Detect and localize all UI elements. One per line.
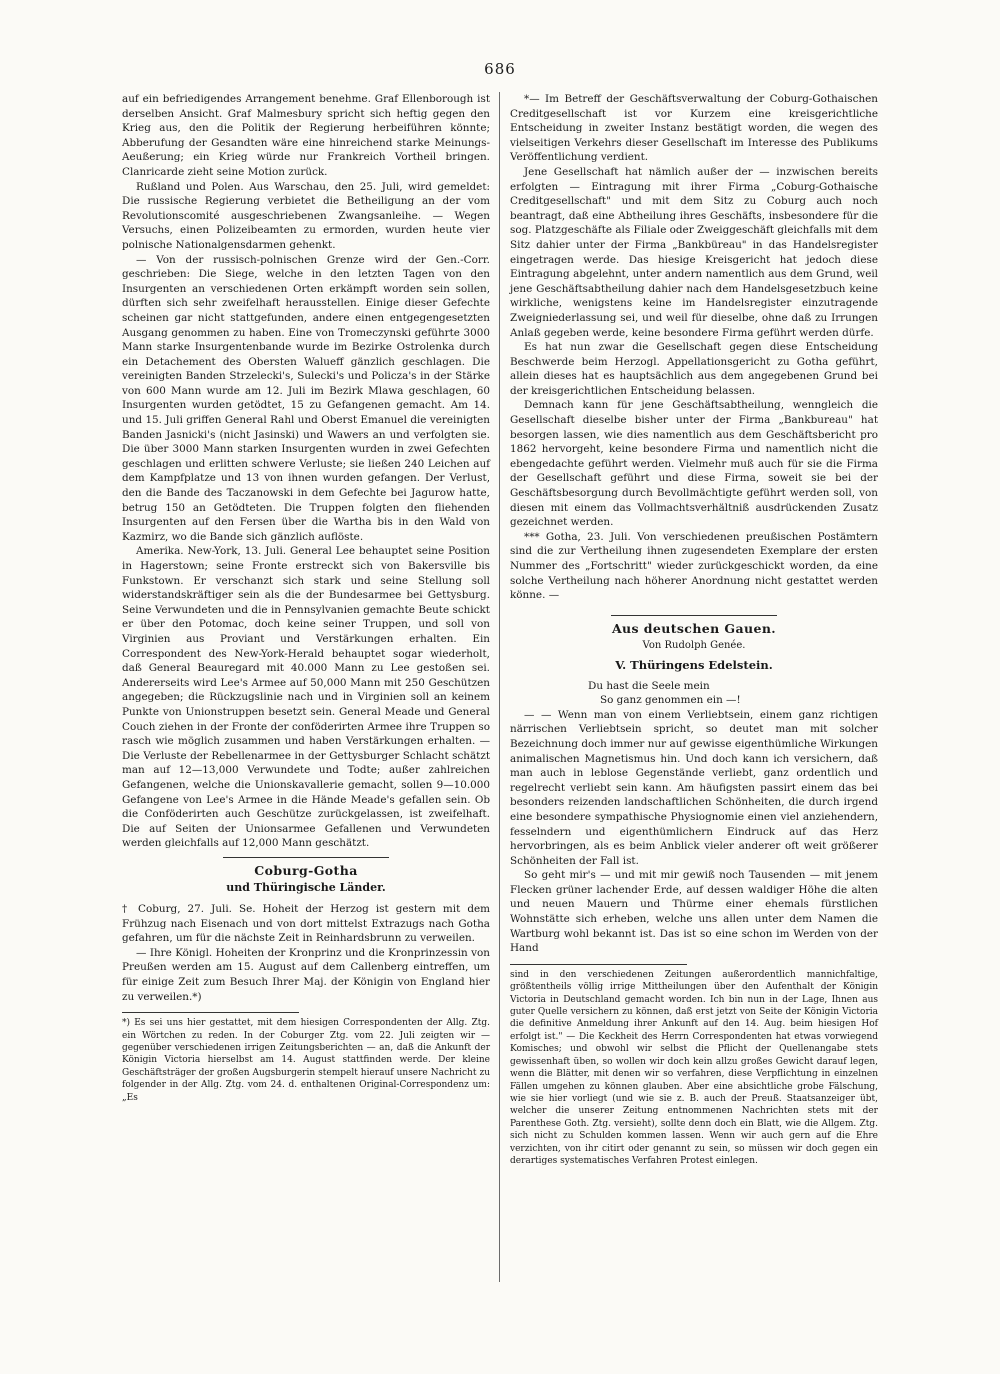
paragraph: — Ihre Königl. Hoheiten der Kronprinz und die Kronprinzessin von Preußen werden am 15. August auf dem Callenberg eintreffen, um für einige Zeit zum Besuch Ihrer Maj. der Königin von England hier zu verweilen.*) — [122, 946, 490, 1003]
paragraph: Rußland und Polen. Aus Warschau, den 25. Juli, wird gemeldet: Die russische Regierung verbietet die Betheiligung an der vom Revolutionscomité ausgeschriebenen Zwangsanleihe. — Wegen Versuchs, einen Polizeibeamten zu ermorden, wurden heute vier polnische Nationalgensdarmen gehenkt. — [122, 180, 490, 251]
chapter-title: V. Thüringens Edelstein. — [615, 657, 773, 672]
paragraph: auf ein befriedigendes Arrangement benehme. Graf Ellenborough ist derselben Ansicht. Graf Malmesbury spricht sich heftig gegen den Krieg aus, den die Politik der Regierung herbeiführen könnte; Abberufung der Gesandten wäre eine hinreichend starke Meinungs-Aeußerung; ein Krieg würde nur Frankreich Vortheil bringen. Clanricarde zieht seine Motion zurück. — [122, 93, 490, 178]
left-column — [122, 92, 490, 1104]
right-column — [510, 92, 878, 1167]
paragraph: † Coburg, 27. Juli. Se. Hoheit der Herzog ist gestern mit dem Frühzug nach Eisenach und von dort mittelst Extrazugs nach Gotha gefahren, um für die nächste Zeit in Reinhardsbrunn zu verweilen. — [122, 903, 490, 945]
paragraph: Jene Gesellschaft hat nämlich außer der — inzwischen bereits erfolgten — Eintragung mit ihrer Firma „Coburg-Gothaische Creditgesellschaft" und mit dem Sitz zu Coburg auch noch beantragt, daß eine Abtheilung ihres Geschäfts, insbesondere für die sog. Platzgeschäfte als Filiale oder Zweiggeschäft gleichfalls mit dem Sitz dahier unter der Firma „Bankbüreau" in das Handelsregister eingetragen werde. Das hiesige Kreisgericht hat jedoch diese Eintragung abgelehnt, unter andern namentlich aus dem Grund, weil jene Geschäftsabtheilung dahier nach dem Handelsgesetzbuch keine wirkliche, wenigstens keine im Handelsregister einzutragende Zweigniederlassung sei, und weil für dieselbe, ohne daß zu Irrungen Anlaß gegeben werde, keine besondere Firma geführt werden dürfe. — [510, 165, 878, 339]
section-title: Coburg-Gotha — [254, 862, 358, 878]
paragraph: *** Gotha, 23. Juli. Von verschiedenen preußischen Postämtern sind die zur Vertheilung ihnen zugesendeten Exemplare der ersten Nummer des „Fortschritt" wieder zurückgeschickt worden, da eine solche Vertheilung nach höherer Anordnung nicht gestattet werden könne. — — [510, 530, 878, 602]
paragraph: *— Im Betreff der Geschäftsverwaltung der Coburg-Gothaischen Creditgesellschaft ist vor Kurzem eine kreisgerichtliche Entscheidung in zweiter Instanz bestätigt worden, die wegen des vielseitigen Verkehrs dieser Gesellschaft im Interesse des Publikums Veröffentlichung verdient. — [510, 93, 878, 164]
footnote-rule — [122, 1012, 299, 1013]
verse — [588, 679, 878, 708]
footnote-rule — [510, 964, 687, 965]
verse-line: Du hast die Seele mein — [588, 679, 710, 692]
footnote-continuation: sind in den verschiedenen Zeitungen außerordentlich mannichfaltige, größtentheils völlig irrige Mittheilungen über den Aufenthalt der Königin Victoria in Deutschland gemacht worden. Ich bin nun in der Lage, Ihnen aus guter Quelle versichern zu können, daß erst jetzt von Seite der Königin Victoria die definitive Anmeldung ihrer Ankunft auf den 14. Aug. beim hiesigen Hof erfolgt ist." — Die Keckheit des Herrn Correspondenten hat etwas vorwiegend Komisches; und obwohl wir selbst die Pflicht der Quellenangabe stets gewissenhaft üben, so wollen wir doch kein allzu großes Gewicht darauf legen, wenn die Blätter, mit denen wir so verfahren, diese Verpflichtung in einzelnen Fällen umgehen zu können glauben. Aber eine absichtliche grobe Fälschung, wie sie hier vorliegt (und wie sie z. B. auch der Preuß. Staatsanzeiger übt, welcher die unserer Zeitung entnommenen Nachrichten stets mit der Parenthese Goth. Ztg. versieht), sollte denn doch ein Blatt, wie die Allgem. Ztg. sich nicht zu Schulden kommen lassen. Wenn wir auch gern auf die Ehre verzichten, von ihr citirt oder genannt zu sein, so müssen wir doch gegen ein derartiges systematisches Verfahren Protest einlegen. — [510, 969, 878, 1166]
paragraph: Demnach kann für jene Geschäftsabtheilung, wenngleich die Gesellschaft dieselbe bisher unter der Firma „Bankbureau" hat besorgen lassen, wie dies namentlich aus dem Geschäftsbericht pro 1862 hervorgeht, keine besondere Firma und namentlich nicht die ebengedachte geführt werden. Vielmehr muß auch für sie die Firma der Gesellschaft geführt und diese Firma, soweit sie bei der Geschäftsbesorgung durch Bevollmächtigte geführt werden soll, von diesen mit einem das Vollmachtsverhältniß ausdrückenden Zusatz gezeichnet werden. — [510, 399, 878, 529]
paragraph: Es hat nun zwar die Gesellschaft gegen diese Entscheidung Beschwerde beim Herzogl. Appellationsgericht zu Gotha geführt, allein dieses hat es hauptsächlich aus dem angegebenen Grund bei der kreisgerichtlichen Entscheidung belassen. — [510, 341, 878, 397]
verse-line: So ganz genommen ein —! — [600, 694, 741, 707]
author-line: Von Rudolph Genée. — [642, 640, 746, 652]
paragraph: — — Wenn man von einem Verliebtsein, einem ganz richtigen närrischen Verliebtsein spricht, so deutet man mit solcher Bezeichnung doch immer nur auf gewisse eigenthümliche Wirkungen animalischen Magnetismus hin. Und doch kann ich versichern, daß man auch in leblose Gegenstände verliebt, ganz ordentlich und regelrecht verliebt sein kann. Am häufigsten passirt einem das bei besonders reizenden landschaftlichen Schönheiten, die durch irgend eine besondere sympathische Physiognomie einen viel anziehendern, fesselndern und eigenthümlichern Eindruck auf das Herz hervorbringen, als es beim Anblick vieler anderer oft weit größerer Schönheiten der Fall ist. — [510, 708, 878, 867]
paragraph: So geht mir's — und mit mir gewiß noch Tausenden — mit jenem Flecken grüner lachender Erde, auf dessen waldiger Höhe die alten und neuen Mauern und Thürme einer ehemals fürstlichen Wohnstätte sich erheben, welche uns allen unter dem Namen die Wartburg wohl bekannt ist. Das ist so eine schon im Werden von der Hand — [510, 869, 878, 955]
footnote: *) Es sei uns hier gestattet, mit dem hiesigen Correspondenten der Allg. Ztg. ein Wörtchen zu reden. In der Coburger Ztg. vom 22. Juli zeigten wir — gegenüber verschiedenen irrigen Zeitungsberichten — an, daß die Ankunft der Königin Victoria hierselbst am 14. August stattfinden werde. Der kleine Geschäftsträger der großen Augsburgerin stempelt hierauf unsere Nachricht zu folgender in der Allg. Ztg. vom 24. d. enthaltenen Original-Correspondenz um: „Es — [122, 1018, 490, 1103]
paragraph: — Von der russisch-polnischen Grenze wird der Gen.-Corr. geschrieben: Die Siege, welche in den letzten Tagen von den Insurgenten an verschiedenen Orten erkämpft worden sein sollen, dürften sich sehr zweifelhaft herausstellen. Einige dieser Gefechte scheinen gar nicht stattgefunden, andere einen entgegengesetzten Ausgang genommen zu haben. Eine von Tromeczynski geführte 3000 Mann starke Insurgentenbande wurde im Bezirke Ostrolenka durch ein Detachement des Obersten Walueff gänzlich geschlagen. Die vereinigten Banden Strzelecki's, Sulecki's und Policza's in der Stärke von 600 Mann wurde am 12. Juli im Bezirk Mlawa geschlagen, 60 Insurgenten wurden getödtet, 15 zu Gefangenen gemacht. Am 14. und 15. Juli griffen General Rahl und Oberst Emanuel die vereinigten Banden Jasnicki's (nicht Jasinski) und Wawers an und verfolgten sie. Die über 3000 Mann starken Insurgenten wurden in zwei Gefechten geschlagen und erlitten schwere Verluste; sie ließen 240 Leichen auf dem Kampfplatze und 13 von ihnen wurden gefangen. Der Verlust, den die Bande des Taczanowski in dem Gefechte bei Jagurow hatte, betrug 150 an Getödteten. Die Truppen folgten den fliehenden Insurgenten auf den Fersen über die Wartha bis in den Wald von Kazmirz, wo die Bande sich gänzlich auflöste. — [122, 253, 490, 543]
section-title: Aus deutschen Gauen. — [611, 620, 777, 636]
column-divider — [499, 92, 500, 1282]
section-rule — [223, 857, 389, 858]
section-rule — [611, 615, 777, 616]
paragraph: Amerika. New-York, 13. Juli. General Lee behauptet seine Position in Hagerstown; seine Fronte erstreckt sich von Bakersville bis Funkstown. Er verschanzt sich stark und seine Stellung soll widerstandskräftiger sein als die der Bundesarmee bei Gettysburg. Seine Verwundeten und die in Pennsylvanien gemachte Beute schickt er über den Potomac, doch keine seiner Truppen, und soll von Virginien aus Proviant und Verstärkungen erhalten. Ein Correspondent des New-York-Herald behauptet sogar wiederholt, daß General Beauregard mit 40.000 Mann zu Lee gestoßen sei. Andererseits wird Lee's Armee auf 50,000 Mann mit 250 Geschützen angegeben; die Rückzugslinie nach und in Virginien soll an keinem Punkte von Unionstruppen besetzt sein. General Meade und General Couch ziehen in der Fronte der conföderirten Armee ihre Truppen so rasch wie möglich zusammen und haben Verstärkungen erhalten. — Die Verluste der Rebellenarmee in der Gettysburger Schlacht schätzt man auf 12—13,000 Verwundete und Todte; außer zahlreichen Gefangenen, welche die Unionskavallerie gemacht, sollen 9—10.000 Gefangene von Lee's Armee in die Hände Meade's gefallen sein. Ob die Conföderirten auch Geschütze zurückgelassen, ist zweifelhaft. Die auf Seiten der Unionsarmee Gefallenen und Verwundeten werden gleichfalls auf 12,000 Mann geschätzt. — [122, 545, 490, 850]
page-number: 686 — [484, 60, 516, 78]
section-subtitle: und Thüringische Länder. — [226, 881, 386, 895]
